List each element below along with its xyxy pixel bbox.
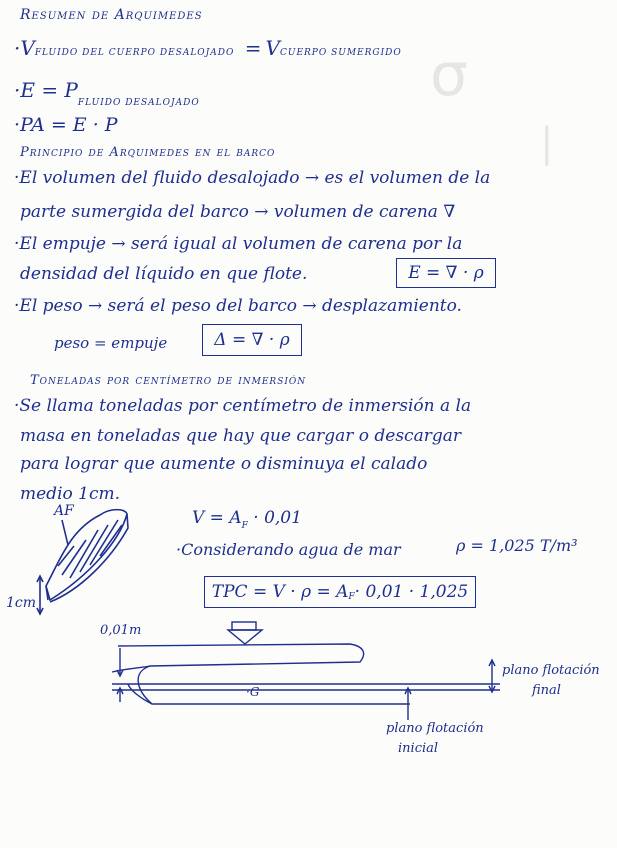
label-1cm: 1cm [6, 595, 37, 611]
label-distance: 0,01m [100, 623, 142, 638]
section-title-resumen: Resumen de Arquimedes [20, 7, 203, 23]
show-through-marks: σ [430, 40, 469, 110]
section-title-tpc: Toneladas por centímetro de inmersión [30, 373, 307, 388]
label-plano-final-2: final [532, 683, 561, 698]
formula-volumen: ·VFLUIDO DEL CUERPO DESALOJADO = VCUERPO SUMERGIDO [14, 36, 402, 60]
section-title-barco: Principio de Arquimedes en el barco [20, 145, 276, 160]
tpc-line-4: medio 1cm. [20, 484, 120, 504]
barco-line-6: peso = empuje [54, 334, 168, 352]
waterplane-slab-drawing [37, 510, 128, 614]
formula-volumen-tpc: $V = A_F \cdot 0,01$ [192, 508, 302, 531]
label-center-g: ·G [246, 685, 260, 699]
densidad-agua-mar: ρ = 1,025 T/m³ [456, 536, 578, 555]
show-through-marks: | [540, 120, 554, 166]
barco-line-2: parte sumergida del barco → volumen de carena ∇ [20, 202, 456, 222]
barco-line-1: ·El volumen del fluido desalojado → es el volumen de la [14, 168, 491, 188]
barco-line-5: ·El peso → será el peso del barco → desplazamiento. [14, 296, 462, 316]
barco-line-4: densidad del líquido en que flote. [20, 264, 308, 284]
formula-empuje-definicion: $\cdot E = P_{FLUIDO DESALOJADO}$ [14, 78, 200, 108]
box-empuje-formula: E = ∇ · ρ [396, 258, 496, 288]
label-af: AF [54, 503, 74, 519]
tpc-line-3: para lograr que aumente o disminuya el calado [20, 454, 428, 474]
label-plano-inicial-1: plano flotación [386, 721, 484, 736]
box-tpc-formula: TPC = V · ρ = A F · 0,01 · 1,025 [204, 576, 476, 608]
label-plano-inicial-2: inicial [398, 741, 439, 756]
agua-de-mar-text: ·Considerando agua de mar [176, 540, 401, 559]
barco-line-3: ·El empuje → será igual al volumen de carena por la [14, 234, 463, 254]
box-desplazamiento-formula: Δ = ∇ · ρ [202, 324, 302, 356]
tpc-line-1: ·Se llama toneladas por centímetro de inmersión a la [14, 396, 472, 416]
tpc-line-2: masa en toneladas que hay que cargar o descargar [20, 426, 461, 446]
formula-peso-aparente: ·PA = E · P [14, 114, 118, 136]
ship-hull-drawing [112, 622, 500, 720]
label-plano-final-1: plano flotación [502, 663, 600, 678]
